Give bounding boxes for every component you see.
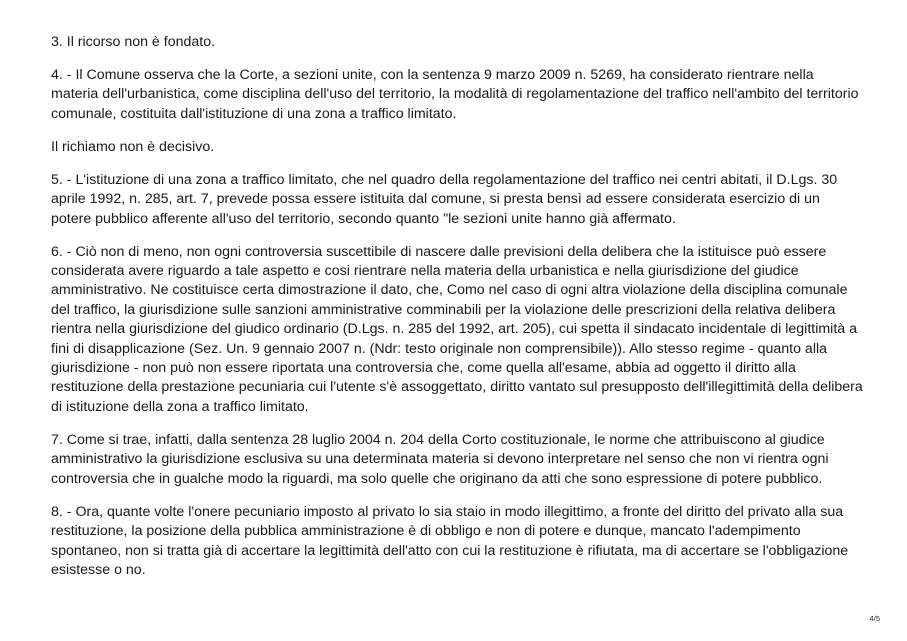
paragraph-7: 7. Come si trae, infatti, dalla sentenza 28 luglio 2004 n. 204 della Corto costituzionale, le norme che attribuiscono al giudice amministrativo la giurisdizione esclusiva su una determinata materia si devono interpretare nel senso che non vi rientra ogni controversia che in gualche modo la riguardi, ma solo quelle che originano da atti che sono espressione di potere pubblico.	[51, 431, 829, 487]
paragraph-6: 6. - Ciò non di meno, non ogni controversia suscettibile di nascere dalle previsioni della delibera che la istituisce può essere considerata avere riguardo a tale aspetto e cosi rientrare nella materia della urbanistica e nella giurisdizione del giudice amministrativo. Ne costituisce certa dimostrazione il dato, che, Como nel caso di ogni altra violazione della disciplina comunale del traffico, la giurisdizione sulle sanzioni amministrative comminabili per la violazione delle prescrizioni della relativa delibera rientra nella giurisdizione del giudico ordinario (D.Lgs. n. 285 del 1992, art. 205), cui spetta il sindacato incidentale di legittimità a fini di disapplicazione (Sez. Un. 9 gennaio 2007 n. (Ndr: testo originale non comprensibile)). Allo stesso regime - quanto alla giurisdizione - non può non essere riportata una controversia che, come quella all'esame, abbia ad oggetto il diritto alla restituzione della prestazione pecuniaria cui l'utente s'è assoggettato, diritto vantato sul presupposto dell'illegittimità della delibera di istituzione della zona a traffico limitato.	[51, 243, 863, 415]
paragraph-5: 5. - L'istituzione di una zona a traffico limitato, che nel quadro della regolamentazione del traffico nei centri abitati, il D.Lgs. 30 aprile 1992, n. 285, art. 7, prevede possa essere istituita dal comune, si presta bensì ad essere considerata esercizio di un potere pubblico afferente all'uso del territorio, secondo quanto "le sezioni unite hanno già affermato.	[51, 171, 838, 227]
page-number: 4/5	[869, 614, 880, 623]
paragraph-richiamo: Il richiamo non è decisivo.	[51, 138, 215, 155]
paragraph-8: 8. - Ora, quante volte l'onere pecuniario imposto al privato lo sia staio in modo illegittimo, a fronte del diritto del privato alla sua restituzione, la posizione della pubblica amministrazione è di obbligo e non di potere e dunque, mancato l'adempimento spontaneo, non si tratta già di accertare la legittimità dell'atto con cui la restituzione è rifiutata, ma di accertare se l'obbligazione esistesse o no.	[51, 503, 849, 578]
paragraph-4: 4. - Il Comune osserva che la Corte, a sezioni unite, con la sentenza 9 marzo 2009 n. 5269, ha considerato rientrare nella materia dell'urbanistica, come disciplina dell'uso del territorio, la modalità di regolamentazione del traffico nell'ambito del territorio comunale, costituita dall'istituzione di una zona a traffico limitato.	[51, 67, 859, 122]
document-body	[51, 33, 863, 594]
paragraph-3: 3. Il ricorso non è fondato.	[51, 34, 216, 50]
